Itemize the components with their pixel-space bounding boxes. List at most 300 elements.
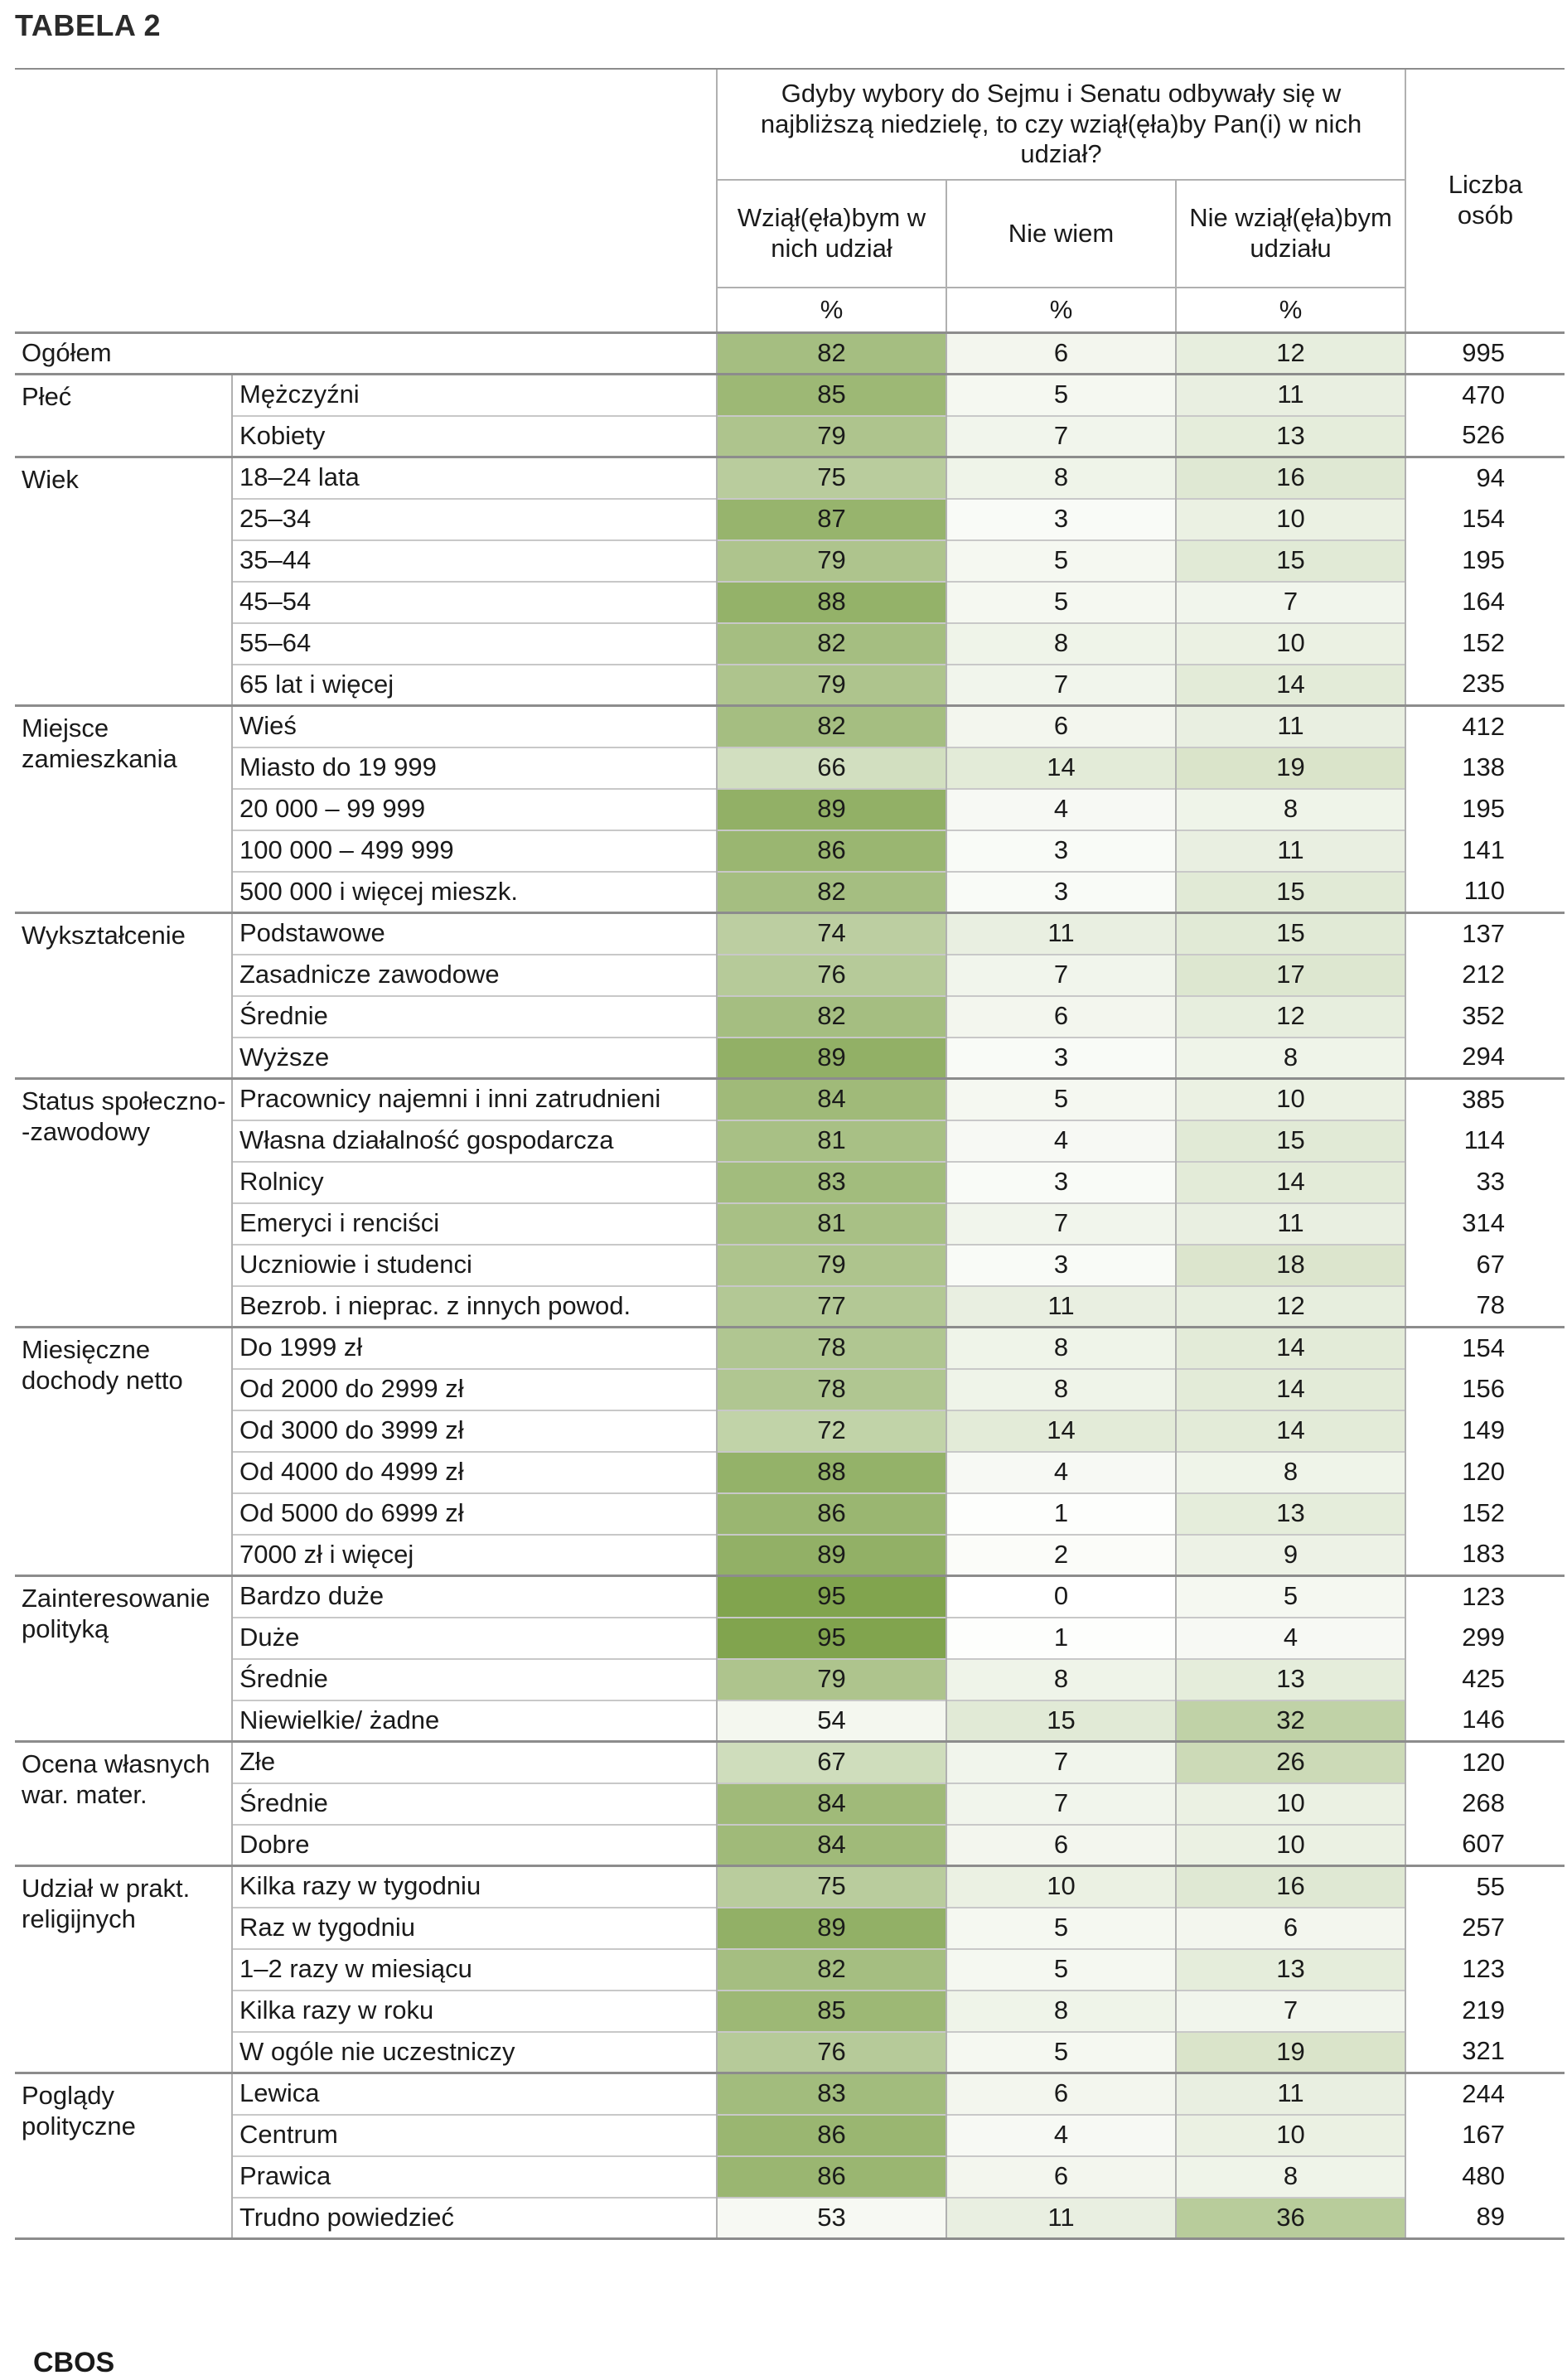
value-count: 120 — [1405, 1452, 1565, 1493]
value-count: 314 — [1405, 1203, 1565, 1245]
table-row — [15, 1493, 1565, 1535]
unit-no: % — [1176, 288, 1405, 333]
value-yes: 74 — [717, 913, 946, 955]
row-label: W ogóle nie uczestniczy — [232, 2032, 717, 2073]
value-count: 526 — [1405, 416, 1565, 457]
value-no: 11 — [1176, 1203, 1405, 1245]
value-no: 10 — [1176, 1825, 1405, 1866]
value-count: 123 — [1405, 1576, 1565, 1618]
value-no: 10 — [1176, 623, 1405, 665]
table-row — [15, 789, 1565, 830]
col-header-dontknow: Nie wiem — [946, 180, 1176, 288]
value-count: 154 — [1405, 499, 1565, 540]
value-dontknow: 8 — [946, 1659, 1176, 1700]
value-count: 321 — [1405, 2032, 1565, 2073]
value-no: 12 — [1176, 333, 1405, 375]
value-yes: 89 — [717, 1535, 946, 1576]
value-yes: 79 — [717, 540, 946, 582]
table-row — [15, 913, 1565, 955]
table-row — [15, 1866, 1565, 1908]
table-row — [15, 1991, 1565, 2032]
value-no: 18 — [1176, 1245, 1405, 1286]
value-count: 352 — [1405, 996, 1565, 1038]
value-dontknow: 3 — [946, 830, 1176, 872]
value-no: 16 — [1176, 457, 1405, 499]
value-dontknow: 5 — [946, 1908, 1176, 1949]
row-label: Średnie — [232, 1659, 717, 1700]
value-yes: 85 — [717, 1991, 946, 2032]
value-yes: 95 — [717, 1618, 946, 1659]
value-dontknow: 8 — [946, 1991, 1176, 2032]
value-yes: 53 — [717, 2198, 946, 2239]
value-no: 10 — [1176, 2115, 1405, 2156]
table-header — [15, 69, 1565, 333]
row-label: Do 1999 zł — [232, 1328, 717, 1369]
table-row — [15, 1038, 1565, 1079]
value-yes: 79 — [717, 416, 946, 457]
value-yes: 86 — [717, 2115, 946, 2156]
value-no: 13 — [1176, 1659, 1405, 1700]
value-count: 294 — [1405, 1038, 1565, 1079]
row-label: 18–24 lata — [232, 457, 717, 499]
value-count: 141 — [1405, 830, 1565, 872]
table-row — [15, 1742, 1565, 1783]
value-dontknow: 6 — [946, 706, 1176, 747]
value-no: 11 — [1176, 830, 1405, 872]
value-no: 14 — [1176, 1328, 1405, 1369]
value-yes: 82 — [717, 623, 946, 665]
value-dontknow: 7 — [946, 665, 1176, 706]
value-count: 94 — [1405, 457, 1565, 499]
value-count: 120 — [1405, 1742, 1565, 1783]
table-row — [15, 1825, 1565, 1866]
table-row — [15, 1203, 1565, 1245]
value-no: 17 — [1176, 955, 1405, 996]
table-row — [15, 1162, 1565, 1203]
value-yes: 89 — [717, 1908, 946, 1949]
value-no: 14 — [1176, 1162, 1405, 1203]
group-label: Udział w prakt. religijnych — [15, 1866, 232, 2073]
value-dontknow: 3 — [946, 872, 1176, 913]
table-row — [15, 1700, 1565, 1742]
value-no: 19 — [1176, 747, 1405, 789]
value-count: 244 — [1405, 2073, 1565, 2115]
value-no: 32 — [1176, 1700, 1405, 1742]
value-no: 15 — [1176, 872, 1405, 913]
unit-dontknow: % — [946, 288, 1176, 333]
table-row — [15, 830, 1565, 872]
value-dontknow: 4 — [946, 1120, 1176, 1162]
value-no: 14 — [1176, 1369, 1405, 1410]
value-yes: 84 — [717, 1783, 946, 1825]
row-label: Średnie — [232, 996, 717, 1038]
row-label: Podstawowe — [232, 913, 717, 955]
table-row — [15, 1908, 1565, 1949]
table-row — [15, 2073, 1565, 2115]
value-yes: 82 — [717, 1949, 946, 1991]
row-label: Od 5000 do 6999 zł — [232, 1493, 717, 1535]
value-no: 36 — [1176, 2198, 1405, 2239]
value-no: 15 — [1176, 1120, 1405, 1162]
value-count: 137 — [1405, 913, 1565, 955]
value-dontknow: 1 — [946, 1493, 1176, 1535]
row-label: 55–64 — [232, 623, 717, 665]
group-label: Miejsce zamieszkania — [15, 706, 232, 913]
table-row — [15, 540, 1565, 582]
value-count: 425 — [1405, 1659, 1565, 1700]
value-dontknow: 4 — [946, 2115, 1176, 2156]
value-count: 78 — [1405, 1286, 1565, 1328]
value-dontknow: 7 — [946, 1783, 1176, 1825]
value-yes: 82 — [717, 996, 946, 1038]
total-label: Ogółem — [15, 333, 717, 375]
table-row — [15, 1452, 1565, 1493]
value-count: 219 — [1405, 1991, 1565, 2032]
row-label: Raz w tygodniu — [232, 1908, 717, 1949]
value-dontknow: 6 — [946, 2156, 1176, 2198]
header-corner — [15, 69, 717, 333]
row-label: Mężczyźni — [232, 375, 717, 416]
value-dontknow: 3 — [946, 1038, 1176, 1079]
value-yes: 88 — [717, 1452, 946, 1493]
value-no: 19 — [1176, 2032, 1405, 2073]
value-dontknow: 10 — [946, 1866, 1176, 1908]
value-dontknow: 6 — [946, 2073, 1176, 2115]
value-yes: 79 — [717, 1659, 946, 1700]
row-label: Od 4000 do 4999 zł — [232, 1452, 717, 1493]
row-label: Trudno powiedzieć — [232, 2198, 717, 2239]
value-count: 156 — [1405, 1369, 1565, 1410]
survey-table — [15, 68, 1565, 2240]
table-row — [15, 1410, 1565, 1452]
value-dontknow: 3 — [946, 499, 1176, 540]
value-dontknow: 14 — [946, 1410, 1176, 1452]
value-yes: 84 — [717, 1079, 946, 1120]
value-yes: 54 — [717, 1700, 946, 1742]
value-yes: 78 — [717, 1328, 946, 1369]
group-label: Status społeczno--zawodowy — [15, 1079, 232, 1328]
row-label: Uczniowie i studenci — [232, 1245, 717, 1286]
row-label: 45–54 — [232, 582, 717, 623]
group-label: Wykształcenie — [15, 913, 232, 1079]
row-label: 500 000 i więcej mieszk. — [232, 872, 717, 913]
table-title: TABELA 2 — [15, 8, 162, 42]
value-count: 123 — [1405, 1949, 1565, 1991]
table-row — [15, 2156, 1565, 2198]
count-header: Liczba osób — [1405, 69, 1565, 333]
value-count: 480 — [1405, 2156, 1565, 2198]
row-label: 100 000 – 499 999 — [232, 830, 717, 872]
value-count: 138 — [1405, 747, 1565, 789]
value-count: 164 — [1405, 582, 1565, 623]
value-dontknow: 7 — [946, 416, 1176, 457]
row-label: Złe — [232, 1742, 717, 1783]
value-dontknow: 3 — [946, 1245, 1176, 1286]
value-no: 9 — [1176, 1535, 1405, 1576]
value-dontknow: 4 — [946, 1452, 1176, 1493]
table-row — [15, 375, 1565, 416]
value-yes: 95 — [717, 1576, 946, 1618]
value-count: 470 — [1405, 375, 1565, 416]
row-label: Bardzo duże — [232, 1576, 717, 1618]
value-yes: 88 — [717, 582, 946, 623]
value-dontknow: 6 — [946, 333, 1176, 375]
table-row — [15, 1783, 1565, 1825]
col-header-no: Nie wziął(ęła)bym udziału — [1176, 180, 1405, 288]
value-yes: 89 — [717, 1038, 946, 1079]
value-no: 10 — [1176, 1079, 1405, 1120]
value-yes: 75 — [717, 457, 946, 499]
row-label: Lewica — [232, 2073, 717, 2115]
value-count: 89 — [1405, 2198, 1565, 2239]
row-label: Kilka razy w roku — [232, 1991, 717, 2032]
value-dontknow: 5 — [946, 375, 1176, 416]
question-header: Gdyby wybory do Sejmu i Senatu odbywały się w najbliższą niedzielę, to czy wziął(ęła)by Pan(i) w nich udział? — [717, 69, 1405, 180]
row-label: Miasto do 19 999 — [232, 747, 717, 789]
row-label: 65 lat i więcej — [232, 665, 717, 706]
value-dontknow: 5 — [946, 540, 1176, 582]
value-yes: 76 — [717, 2032, 946, 2073]
group-label: Płeć — [15, 375, 232, 457]
value-no: 7 — [1176, 582, 1405, 623]
value-no: 4 — [1176, 1618, 1405, 1659]
table-row — [15, 996, 1565, 1038]
row-label: Zasadnicze zawodowe — [232, 955, 717, 996]
value-no: 11 — [1176, 2073, 1405, 2115]
group-label: Miesięczne dochody netto — [15, 1328, 232, 1576]
value-dontknow: 2 — [946, 1535, 1176, 1576]
value-no: 15 — [1176, 913, 1405, 955]
value-dontknow: 6 — [946, 996, 1176, 1038]
value-yes: 83 — [717, 1162, 946, 1203]
value-dontknow: 11 — [946, 1286, 1176, 1328]
value-no: 14 — [1176, 665, 1405, 706]
value-count: 114 — [1405, 1120, 1565, 1162]
value-yes: 84 — [717, 1825, 946, 1866]
value-dontknow: 8 — [946, 623, 1176, 665]
value-no: 10 — [1176, 499, 1405, 540]
table-row — [15, 2115, 1565, 2156]
value-yes: 67 — [717, 1742, 946, 1783]
table-row — [15, 1659, 1565, 1700]
value-count: 167 — [1405, 2115, 1565, 2156]
value-no: 7 — [1176, 1991, 1405, 2032]
value-yes: 78 — [717, 1369, 946, 1410]
value-no: 8 — [1176, 789, 1405, 830]
row-label: Dobre — [232, 1825, 717, 1866]
value-no: 14 — [1176, 1410, 1405, 1452]
value-no: 11 — [1176, 375, 1405, 416]
value-dontknow: 5 — [946, 1949, 1176, 1991]
value-no: 15 — [1176, 540, 1405, 582]
value-yes: 75 — [717, 1866, 946, 1908]
row-label: Pracownicy najemni i inni zatrudnieni — [232, 1079, 717, 1120]
group-label: Wiek — [15, 457, 232, 706]
unit-yes: % — [717, 288, 946, 333]
value-count: 212 — [1405, 955, 1565, 996]
value-count: 183 — [1405, 1535, 1565, 1576]
row-label: Od 2000 do 2999 zł — [232, 1369, 717, 1410]
value-count: 995 — [1405, 333, 1565, 375]
value-no: 8 — [1176, 1038, 1405, 1079]
table-row — [15, 1079, 1565, 1120]
value-yes: 79 — [717, 1245, 946, 1286]
value-count: 33 — [1405, 1162, 1565, 1203]
table-row — [15, 499, 1565, 540]
table-row — [15, 457, 1565, 499]
table-row — [15, 1328, 1565, 1369]
row-label: 25–34 — [232, 499, 717, 540]
table-row — [15, 1949, 1565, 1991]
value-count: 146 — [1405, 1700, 1565, 1742]
table-row — [15, 872, 1565, 913]
value-dontknow: 6 — [946, 1825, 1176, 1866]
value-dontknow: 15 — [946, 1700, 1176, 1742]
value-yes: 87 — [717, 499, 946, 540]
value-no: 13 — [1176, 1493, 1405, 1535]
table-row — [15, 1535, 1565, 1576]
table-row — [15, 416, 1565, 457]
value-dontknow: 7 — [946, 1742, 1176, 1783]
value-yes: 82 — [717, 872, 946, 913]
value-no: 6 — [1176, 1908, 1405, 1949]
table-row — [15, 623, 1565, 665]
value-count: 257 — [1405, 1908, 1565, 1949]
value-no: 10 — [1176, 1783, 1405, 1825]
row-label: Od 3000 do 3999 zł — [232, 1410, 717, 1452]
value-count: 67 — [1405, 1245, 1565, 1286]
table-row — [15, 1618, 1565, 1659]
value-no: 8 — [1176, 2156, 1405, 2198]
table-row — [15, 2198, 1565, 2239]
value-yes: 86 — [717, 2156, 946, 2198]
value-count: 152 — [1405, 623, 1565, 665]
value-yes: 66 — [717, 747, 946, 789]
row-label: Wieś — [232, 706, 717, 747]
value-dontknow: 5 — [946, 2032, 1176, 2073]
value-count: 152 — [1405, 1493, 1565, 1535]
table-row — [15, 1120, 1565, 1162]
row-label: 20 000 – 99 999 — [232, 789, 717, 830]
value-dontknow: 5 — [946, 1079, 1176, 1120]
row-label: 35–44 — [232, 540, 717, 582]
value-dontknow: 8 — [946, 1369, 1176, 1410]
group-label: Poglądy polityczne — [15, 2073, 232, 2239]
value-yes: 85 — [717, 375, 946, 416]
value-dontknow: 1 — [946, 1618, 1176, 1659]
group-label: Zainteresowanie polityką — [15, 1576, 232, 1742]
value-no: 11 — [1176, 706, 1405, 747]
table-row — [15, 1369, 1565, 1410]
table-row — [15, 582, 1565, 623]
value-count: 195 — [1405, 540, 1565, 582]
value-yes: 89 — [717, 789, 946, 830]
value-dontknow: 8 — [946, 1328, 1176, 1369]
value-yes: 86 — [717, 830, 946, 872]
table-row — [15, 955, 1565, 996]
row-label: Średnie — [232, 1783, 717, 1825]
value-yes: 79 — [717, 665, 946, 706]
value-no: 12 — [1176, 996, 1405, 1038]
value-count: 55 — [1405, 1866, 1565, 1908]
value-count: 607 — [1405, 1825, 1565, 1866]
row-label: Własna działalność gospodarcza — [232, 1120, 717, 1162]
row-label: Niewielkie/ żadne — [232, 1700, 717, 1742]
value-dontknow: 11 — [946, 2198, 1176, 2239]
value-count: 299 — [1405, 1618, 1565, 1659]
table-row — [15, 2032, 1565, 2073]
value-yes: 76 — [717, 955, 946, 996]
col-header-yes: Wziął(ęła)bym w nich udział — [717, 180, 946, 288]
row-label: Kilka razy w tygodniu — [232, 1866, 717, 1908]
value-yes: 77 — [717, 1286, 946, 1328]
value-dontknow: 0 — [946, 1576, 1176, 1618]
value-yes: 81 — [717, 1120, 946, 1162]
value-count: 385 — [1405, 1079, 1565, 1120]
value-yes: 81 — [717, 1203, 946, 1245]
value-count: 154 — [1405, 1328, 1565, 1369]
value-no: 16 — [1176, 1866, 1405, 1908]
value-count: 412 — [1405, 706, 1565, 747]
table-row — [15, 1576, 1565, 1618]
value-count: 110 — [1405, 872, 1565, 913]
value-no: 12 — [1176, 1286, 1405, 1328]
value-no: 26 — [1176, 1742, 1405, 1783]
row-label: Centrum — [232, 2115, 717, 2156]
row-label: Emeryci i renciści — [232, 1203, 717, 1245]
value-dontknow: 7 — [946, 955, 1176, 996]
value-dontknow: 11 — [946, 913, 1176, 955]
row-label: Duże — [232, 1618, 717, 1659]
table-row — [15, 706, 1565, 747]
table-row — [15, 1286, 1565, 1328]
table-row — [15, 665, 1565, 706]
table-body — [15, 333, 1565, 2239]
row-label: 7000 zł i więcej — [232, 1535, 717, 1576]
row-label: Bezrob. i nieprac. z innych powod. — [232, 1286, 717, 1328]
value-no: 5 — [1176, 1576, 1405, 1618]
table-row — [15, 333, 1565, 375]
table-row — [15, 747, 1565, 789]
value-dontknow: 5 — [946, 582, 1176, 623]
value-dontknow: 8 — [946, 457, 1176, 499]
row-label: Kobiety — [232, 416, 717, 457]
value-no: 8 — [1176, 1452, 1405, 1493]
value-count: 235 — [1405, 665, 1565, 706]
table-row — [15, 1245, 1565, 1286]
value-count: 268 — [1405, 1783, 1565, 1825]
group-label: Ocena własnych war. mater. — [15, 1742, 232, 1866]
value-dontknow: 3 — [946, 1162, 1176, 1203]
row-label: 1–2 razy w miesiącu — [232, 1949, 717, 1991]
row-label: Wyższe — [232, 1038, 717, 1079]
value-no: 13 — [1176, 416, 1405, 457]
source-label: CBOS — [33, 2347, 115, 2378]
value-yes: 86 — [717, 1493, 946, 1535]
row-label: Rolnicy — [232, 1162, 717, 1203]
value-yes: 72 — [717, 1410, 946, 1452]
value-count: 149 — [1405, 1410, 1565, 1452]
value-yes: 83 — [717, 2073, 946, 2115]
value-dontknow: 14 — [946, 747, 1176, 789]
value-yes: 82 — [717, 706, 946, 747]
row-label: Prawica — [232, 2156, 717, 2198]
value-count: 195 — [1405, 789, 1565, 830]
value-no: 13 — [1176, 1949, 1405, 1991]
value-yes: 82 — [717, 333, 946, 375]
value-dontknow: 4 — [946, 789, 1176, 830]
value-dontknow: 7 — [946, 1203, 1176, 1245]
